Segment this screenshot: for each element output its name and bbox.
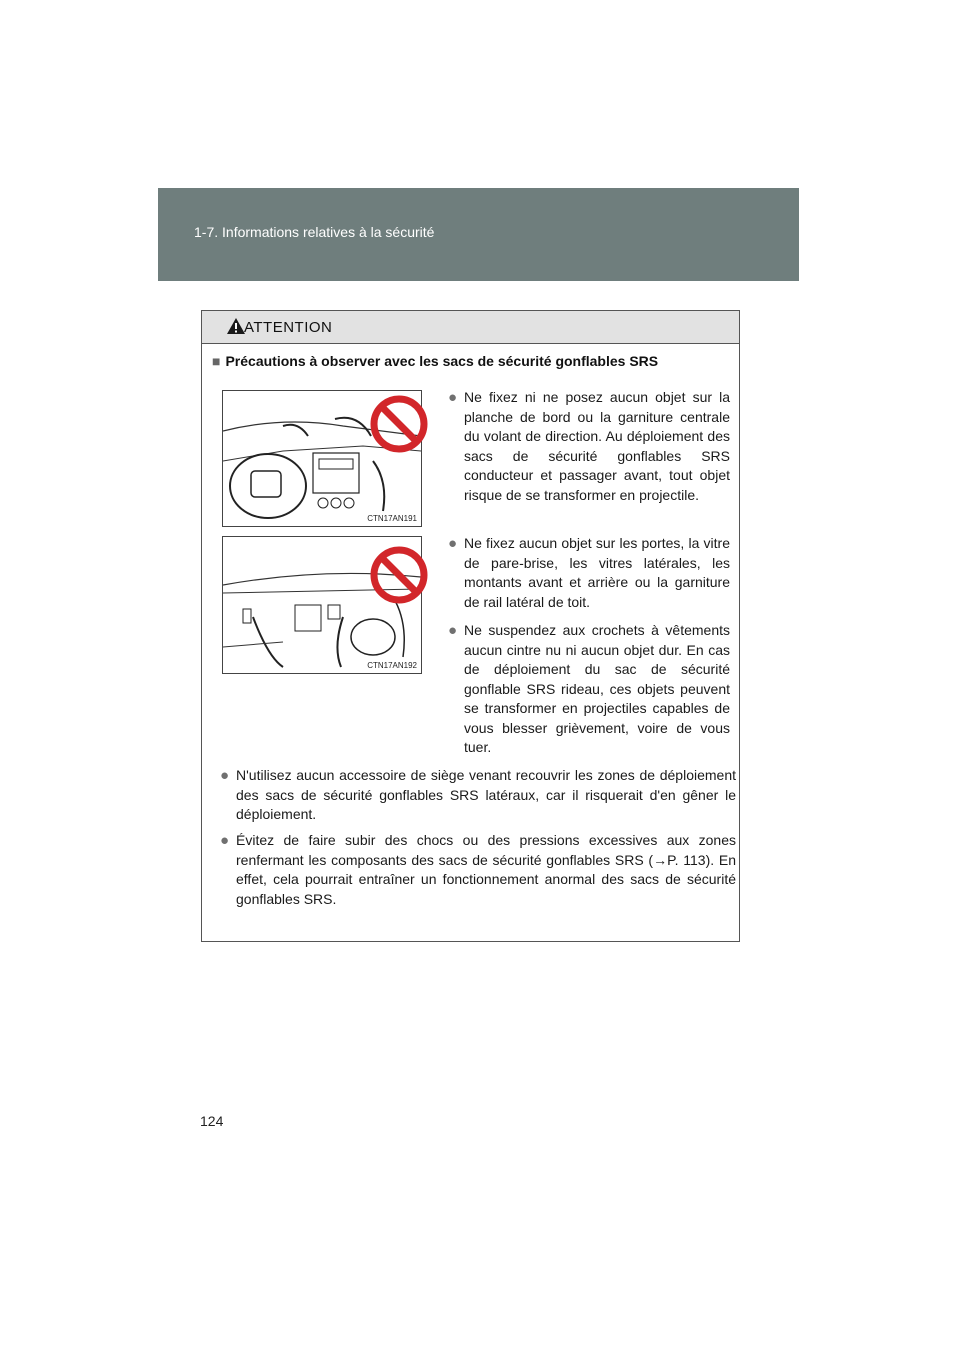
figure-code: CTN17AN192 bbox=[367, 661, 417, 670]
list-item bbox=[220, 766, 736, 825]
list-item-text: Ne fixez ni ne posez aucun objet sur la planche de bord ou la garniture centrale du volant de direction. Au déploiement des sacs de sécurité gonflables SRS conducteur et passager avant, tout objet risque de se transformer en projectile. bbox=[464, 389, 730, 503]
dashboard-illustration bbox=[222, 390, 422, 527]
caution-label: ATTENTION bbox=[244, 319, 333, 336]
bullet-icon: ● bbox=[448, 535, 458, 552]
prohibited-icon bbox=[369, 394, 429, 454]
subheading-text: Précautions à observer avec les sacs de sécurité gonflables SRS bbox=[225, 353, 659, 369]
bullet-icon: ● bbox=[448, 389, 458, 406]
list-item-text: N'utilisez aucun accessoire de siège venant recouvrir les zones de déploiement des sacs de sécurité gonflables SRS latéraux, car il risquerait d'en gêner le déploiement. bbox=[236, 767, 736, 822]
square-bullet-icon: ■ bbox=[212, 353, 221, 369]
bullet-icon: ● bbox=[220, 767, 230, 784]
caution-box bbox=[201, 310, 740, 942]
list-item bbox=[448, 621, 730, 758]
bullet-icon: ● bbox=[220, 832, 230, 849]
list-item bbox=[220, 831, 736, 909]
caution-header bbox=[202, 311, 739, 344]
bullet-icon: ● bbox=[448, 622, 458, 639]
list-item bbox=[448, 388, 730, 505]
list-item-text: Ne fixez aucun objet sur les portes, la vitre de pare-brise, les vitres latérales, les montants avant et arrière ou la garniture de rail latéral de toit. bbox=[464, 535, 730, 610]
prohibited-icon bbox=[369, 545, 429, 605]
page-number: 124 bbox=[200, 1113, 224, 1129]
list-item-text: Évitez de faire subir des chocs ou des pressions excessives aux zones renfermant les composants des sacs de sécurité gonflables SRS (→P. 113). En effet, cela pourrait entraîner un fonctionnement anormal des sacs de sécurité gonflables SRS. bbox=[236, 832, 736, 907]
cabin-illustration bbox=[222, 536, 422, 674]
section-header bbox=[158, 188, 799, 281]
figure-code: CTN17AN191 bbox=[367, 514, 417, 523]
warning-triangle-icon bbox=[226, 317, 246, 335]
list-item bbox=[448, 534, 730, 612]
list-item-text: Ne suspendez aux crochets à vêtements aucun cintre nu ni aucun objet dur. En cas de déploiement du sac de sécurité gonflable SRS rideau, ces objets peuvent se transformer en projectiles capables de vous blesser grièvement, voire de vous tuer. bbox=[464, 622, 730, 755]
subheading bbox=[212, 353, 658, 369]
section-title: 1-7. Informations relatives à la sécurité bbox=[194, 224, 435, 240]
